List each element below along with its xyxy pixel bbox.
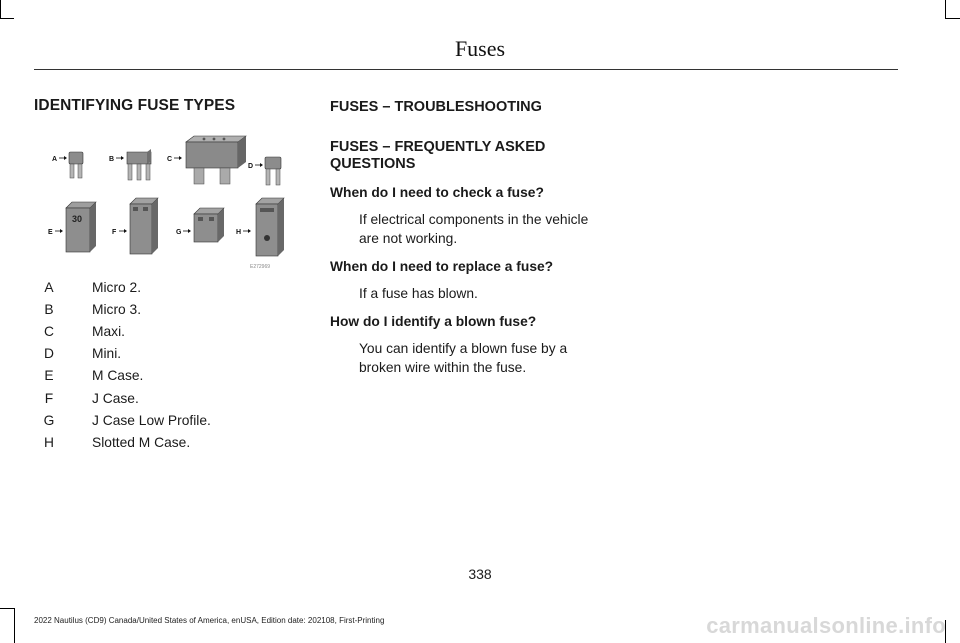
- legend-text: M Case.: [92, 368, 144, 384]
- legend-key: A: [44, 279, 54, 295]
- maxi-fuse-icon: [186, 136, 246, 184]
- section-heading-faq: [330, 139, 545, 173]
- figure-label: F: [112, 229, 117, 236]
- fuse-amperage-stamp: 30: [72, 214, 83, 224]
- mini-fuse-icon: [265, 157, 281, 185]
- legend-key: C: [44, 323, 54, 339]
- legend-text: J Case.: [92, 390, 139, 406]
- legend-row: [34, 365, 304, 387]
- figure-label: B: [109, 156, 115, 163]
- legend-text: J Case Low Profile.: [92, 412, 211, 428]
- legend-row: [34, 320, 304, 342]
- faq-question: When do I need to replace a fuse?: [330, 259, 554, 274]
- legend-row: [34, 298, 304, 320]
- legend-key: F: [44, 390, 54, 406]
- figure-label: G: [176, 229, 182, 236]
- legend-text: Mini.: [92, 346, 122, 362]
- header-rule: [34, 69, 898, 70]
- fuse-type-legend: [34, 276, 304, 454]
- micro2-fuse-icon: [69, 152, 83, 178]
- legend-text: Micro 2.: [92, 279, 142, 295]
- slotted-m-case-fuse-icon: [256, 198, 284, 256]
- legend-text: Maxi.: [92, 323, 125, 339]
- legend-key: B: [44, 301, 54, 317]
- faq-heading-line: FUSES – FREQUENTLY ASKED: [330, 139, 546, 155]
- crop-mark: [945, 0, 946, 18]
- crop-mark: [0, 18, 14, 19]
- section-heading-troubleshooting: FUSES – TROUBLESHOOTING: [330, 99, 542, 115]
- fuse-types-illustration: [34, 130, 296, 270]
- figure-label: C: [167, 156, 173, 163]
- legend-key: E: [44, 368, 54, 384]
- legend-key: G: [43, 412, 55, 428]
- crop-mark: [945, 18, 960, 19]
- legend-row: [34, 409, 304, 431]
- legend-key: D: [44, 346, 54, 362]
- m-case-fuse-icon: [66, 202, 96, 252]
- faq-answer: If a fuse has blown.: [359, 286, 478, 301]
- j-case-low-profile-fuse-icon: [194, 208, 224, 242]
- legend-row: [34, 276, 304, 298]
- section-heading-identifying-fuse-types: IDENTIFYING FUSE TYPES: [34, 97, 236, 114]
- legend-row: [34, 431, 304, 453]
- crop-mark: [0, 0, 1, 18]
- legend-row: [34, 343, 304, 365]
- footer-edition-info: 2022 Nautilus (CD9) Canada/United States of America, enUSA, Edition date: 202108, First-Printing: [34, 616, 385, 625]
- micro3-fuse-icon: [127, 149, 151, 180]
- faq-list: [330, 185, 610, 388]
- figure-label: D: [248, 163, 254, 170]
- crop-mark: [14, 608, 15, 643]
- faq-question: When do I need to check a fuse?: [330, 185, 544, 200]
- legend-row: [34, 387, 304, 409]
- figure-label: E: [48, 229, 53, 236]
- watermark-logo: carmanualsonline.info: [706, 613, 946, 638]
- legend-key: H: [44, 434, 54, 450]
- legend-text: Slotted M Case.: [92, 434, 191, 450]
- legend-text: Micro 3.: [92, 301, 142, 317]
- figure-label: A: [52, 156, 58, 163]
- page-header-title: Fuses: [454, 36, 506, 61]
- j-case-fuse-icon: [130, 198, 158, 254]
- faq-heading-line: QUESTIONS: [330, 156, 416, 172]
- faq-answer: You can identify a blown fuse by a broken wire within the fuse.: [359, 341, 568, 375]
- faq-question: How do I identify a blown fuse?: [330, 314, 537, 329]
- figure-label: H: [236, 229, 242, 236]
- figure-reference-code: E272969: [250, 264, 271, 270]
- page-number: 338: [468, 566, 492, 582]
- faq-answer: If electrical components in the vehicle are not working.: [359, 212, 589, 246]
- crop-mark: [0, 608, 14, 609]
